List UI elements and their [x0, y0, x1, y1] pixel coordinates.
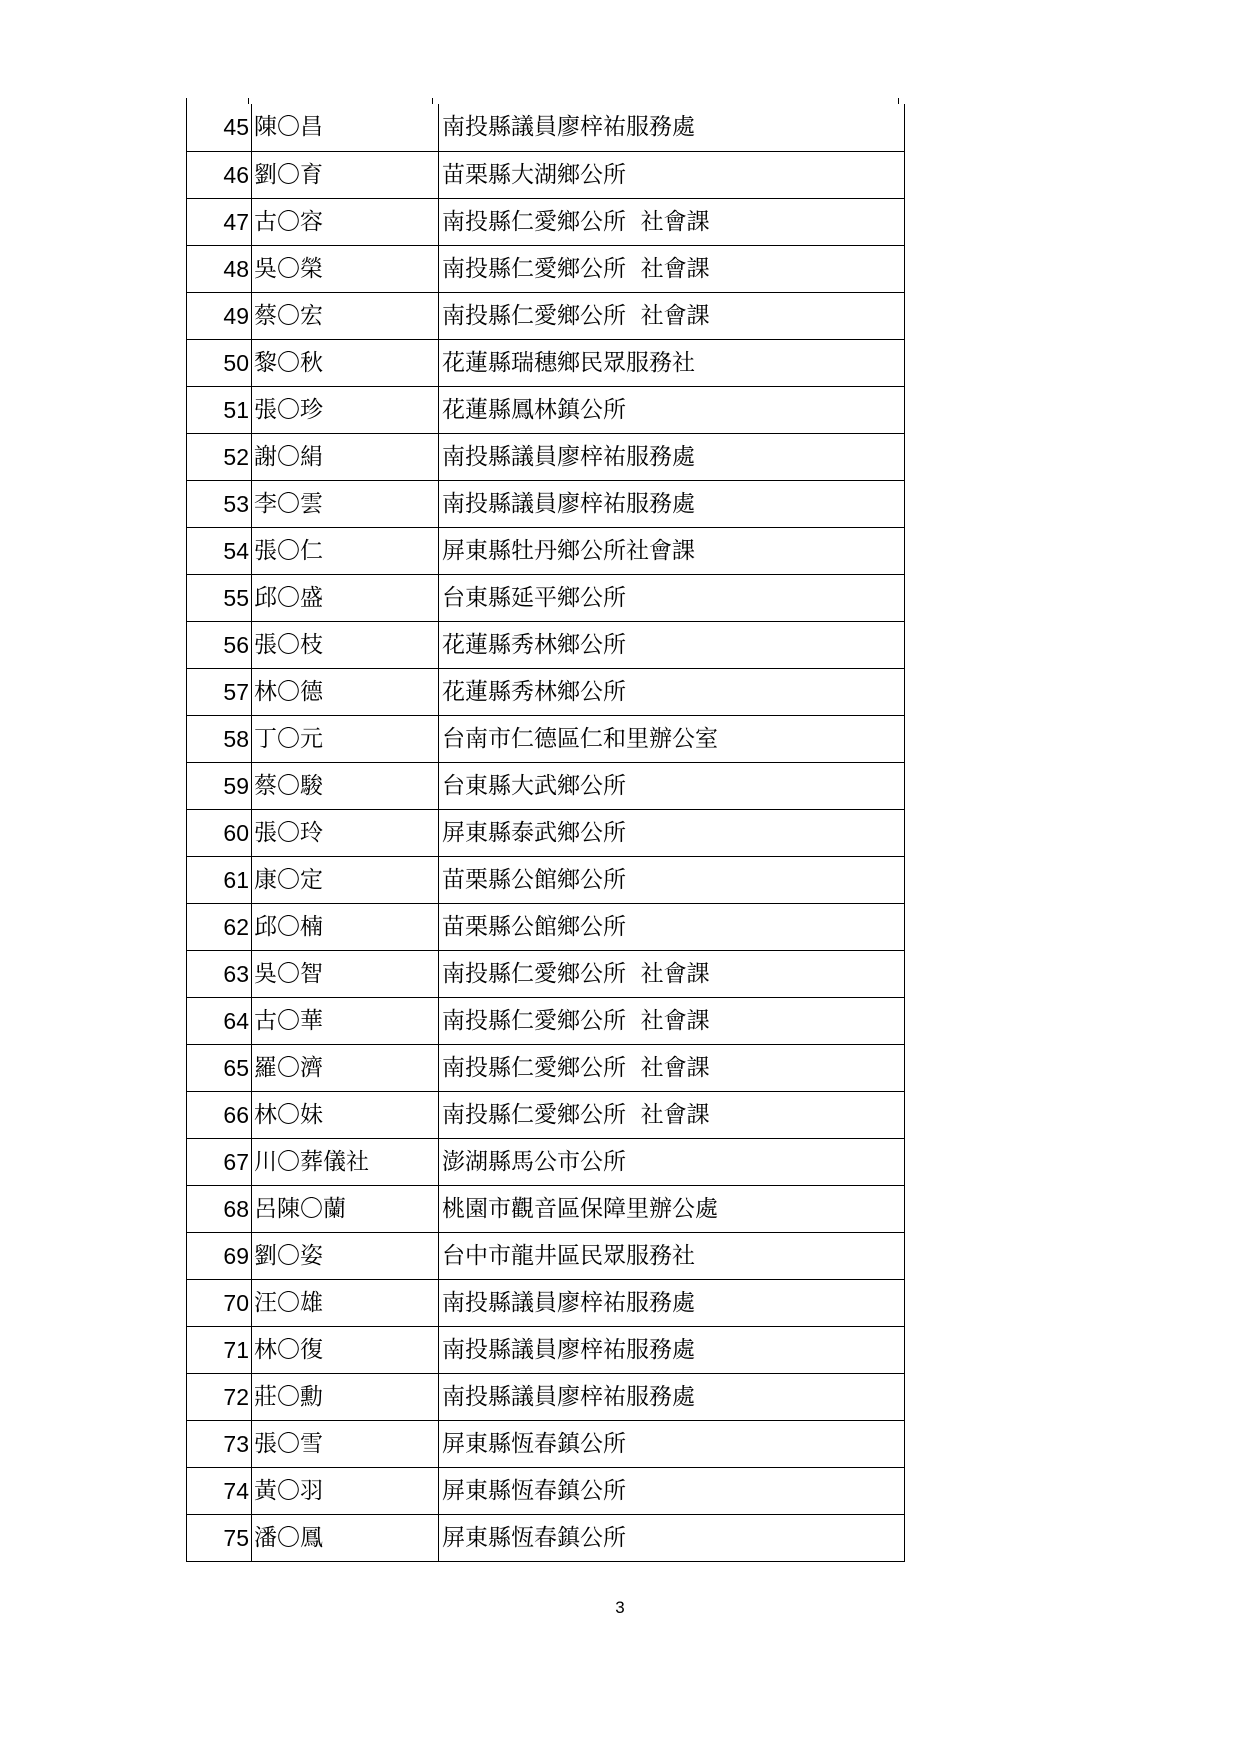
table-row — [187, 856, 905, 903]
recipient-name-cell: 吳〇榮 — [252, 245, 439, 292]
table-row — [187, 386, 905, 433]
recipient-name-cell: 劉〇育 — [252, 151, 439, 198]
recipient-name-cell: 丁〇元 — [252, 715, 439, 762]
organization-cell: 屏東縣恆春鎮公所 — [439, 1514, 905, 1561]
organization-cell: 台中市龍井區民眾服務社 — [439, 1232, 905, 1279]
table-row — [187, 245, 905, 292]
row-number-cell: 51 — [187, 386, 252, 433]
organization-cell: 南投縣仁愛鄉公所 社會課 — [439, 1091, 905, 1138]
organization-cell: 台東縣延平鄉公所 — [439, 574, 905, 621]
table-row — [187, 104, 905, 151]
recipient-name-cell: 川〇葬儀社 — [252, 1138, 439, 1185]
organization-cell: 屏東縣泰武鄉公所 — [439, 809, 905, 856]
recipient-name-cell: 潘〇鳳 — [252, 1514, 439, 1561]
recipient-name-cell: 林〇妹 — [252, 1091, 439, 1138]
row-number-cell: 70 — [187, 1279, 252, 1326]
table-row — [187, 1420, 905, 1467]
organization-cell: 屏東縣牡丹鄉公所社會課 — [439, 527, 905, 574]
table-row — [187, 1232, 905, 1279]
recipient-name-cell: 古〇華 — [252, 997, 439, 1044]
table-continuation-lines — [186, 98, 899, 104]
recipient-name-cell: 蔡〇駿 — [252, 762, 439, 809]
table-continuation-line — [898, 98, 899, 104]
recipient-name-cell: 羅〇濟 — [252, 1044, 439, 1091]
table-row — [187, 950, 905, 997]
recipient-name-cell: 莊〇勳 — [252, 1373, 439, 1420]
table-row — [187, 1514, 905, 1561]
table-row — [187, 621, 905, 668]
recipient-name-cell: 張〇枝 — [252, 621, 439, 668]
table-row — [187, 997, 905, 1044]
table-row — [187, 762, 905, 809]
row-number-cell: 57 — [187, 668, 252, 715]
recipient-name-cell: 吳〇智 — [252, 950, 439, 997]
organization-cell: 花蓮縣鳳林鎮公所 — [439, 386, 905, 433]
row-number-cell: 65 — [187, 1044, 252, 1091]
recipient-name-cell: 李〇雲 — [252, 480, 439, 527]
recipient-name-cell: 謝〇絹 — [252, 433, 439, 480]
recipient-name-cell: 張〇玲 — [252, 809, 439, 856]
organization-cell: 南投縣仁愛鄉公所 社會課 — [439, 997, 905, 1044]
row-number-cell: 49 — [187, 292, 252, 339]
organization-cell: 花蓮縣秀林鄉公所 — [439, 621, 905, 668]
recipient-name-cell: 林〇德 — [252, 668, 439, 715]
table-row — [187, 292, 905, 339]
organization-cell: 南投縣仁愛鄉公所 社會課 — [439, 245, 905, 292]
organization-cell: 南投縣議員廖梓祐服務處 — [439, 1373, 905, 1420]
row-number-cell: 68 — [187, 1185, 252, 1232]
recipient-table — [186, 104, 905, 1562]
recipient-name-cell: 康〇定 — [252, 856, 439, 903]
row-number-cell: 61 — [187, 856, 252, 903]
recipient-table-wrapper — [186, 104, 899, 1562]
row-number-cell: 53 — [187, 480, 252, 527]
table-continuation-line — [186, 98, 187, 104]
organization-cell: 花蓮縣瑞穗鄉民眾服務社 — [439, 339, 905, 386]
row-number-cell: 50 — [187, 339, 252, 386]
table-continuation-line — [432, 98, 433, 104]
row-number-cell: 67 — [187, 1138, 252, 1185]
recipient-name-cell: 汪〇雄 — [252, 1279, 439, 1326]
table-row — [187, 480, 905, 527]
table-row — [187, 903, 905, 950]
recipient-name-cell: 呂陳〇蘭 — [252, 1185, 439, 1232]
recipient-name-cell: 黃〇羽 — [252, 1467, 439, 1514]
row-number-cell: 64 — [187, 997, 252, 1044]
organization-cell: 南投縣仁愛鄉公所 社會課 — [439, 950, 905, 997]
organization-cell: 南投縣仁愛鄉公所 社會課 — [439, 198, 905, 245]
organization-cell: 桃園市觀音區保障里辦公處 — [439, 1185, 905, 1232]
row-number-cell: 46 — [187, 151, 252, 198]
row-number-cell: 72 — [187, 1373, 252, 1420]
table-row — [187, 339, 905, 386]
organization-cell: 南投縣議員廖梓祐服務處 — [439, 104, 905, 151]
organization-cell: 苗栗縣公館鄉公所 — [439, 856, 905, 903]
organization-cell: 花蓮縣秀林鄉公所 — [439, 668, 905, 715]
recipient-name-cell: 張〇雪 — [252, 1420, 439, 1467]
organization-cell: 屏東縣恆春鎮公所 — [439, 1467, 905, 1514]
recipient-name-cell: 邱〇楠 — [252, 903, 439, 950]
row-number-cell: 60 — [187, 809, 252, 856]
organization-cell: 苗栗縣大湖鄉公所 — [439, 151, 905, 198]
row-number-cell: 73 — [187, 1420, 252, 1467]
recipient-name-cell: 蔡〇宏 — [252, 292, 439, 339]
table-row — [187, 1373, 905, 1420]
recipient-name-cell: 張〇珍 — [252, 386, 439, 433]
table-row — [187, 1279, 905, 1326]
table-row — [187, 1091, 905, 1138]
row-number-cell: 71 — [187, 1326, 252, 1373]
table-row — [187, 809, 905, 856]
row-number-cell: 58 — [187, 715, 252, 762]
organization-cell: 苗栗縣公館鄉公所 — [439, 903, 905, 950]
organization-cell: 屏東縣恆春鎮公所 — [439, 1420, 905, 1467]
row-number-cell: 56 — [187, 621, 252, 668]
row-number-cell: 47 — [187, 198, 252, 245]
organization-cell: 南投縣仁愛鄉公所 社會課 — [439, 1044, 905, 1091]
table-row — [187, 668, 905, 715]
organization-cell: 澎湖縣馬公市公所 — [439, 1138, 905, 1185]
table-row — [187, 198, 905, 245]
table-row — [187, 574, 905, 621]
row-number-cell: 69 — [187, 1232, 252, 1279]
organization-cell: 南投縣議員廖梓祐服務處 — [439, 1326, 905, 1373]
table-row — [187, 1138, 905, 1185]
recipient-name-cell: 張〇仁 — [252, 527, 439, 574]
row-number-cell: 52 — [187, 433, 252, 480]
recipient-name-cell: 陳〇昌 — [252, 104, 439, 151]
recipient-name-cell: 林〇復 — [252, 1326, 439, 1373]
row-number-cell: 54 — [187, 527, 252, 574]
recipient-table-body — [187, 104, 905, 1561]
table-row — [187, 1044, 905, 1091]
row-number-cell: 48 — [187, 245, 252, 292]
page-number: 3 — [615, 1598, 625, 1617]
organization-cell: 南投縣議員廖梓祐服務處 — [439, 433, 905, 480]
organization-cell: 南投縣仁愛鄉公所 社會課 — [439, 292, 905, 339]
row-number-cell: 66 — [187, 1091, 252, 1138]
recipient-name-cell: 古〇容 — [252, 198, 439, 245]
row-number-cell: 75 — [187, 1514, 252, 1561]
recipient-name-cell: 邱〇盛 — [252, 574, 439, 621]
row-number-cell: 45 — [187, 104, 252, 151]
recipient-name-cell: 劉〇姿 — [252, 1232, 439, 1279]
table-row — [187, 715, 905, 762]
table-row — [187, 433, 905, 480]
organization-cell: 台南市仁德區仁和里辦公室 — [439, 715, 905, 762]
organization-cell: 台東縣大武鄉公所 — [439, 762, 905, 809]
organization-cell: 南投縣議員廖梓祐服務處 — [439, 1279, 905, 1326]
table-row — [187, 1326, 905, 1373]
row-number-cell: 55 — [187, 574, 252, 621]
row-number-cell: 59 — [187, 762, 252, 809]
organization-cell: 南投縣議員廖梓祐服務處 — [439, 480, 905, 527]
row-number-cell: 74 — [187, 1467, 252, 1514]
row-number-cell: 63 — [187, 950, 252, 997]
table-row — [187, 1185, 905, 1232]
table-continuation-line — [248, 98, 249, 104]
row-number-cell: 62 — [187, 903, 252, 950]
table-row — [187, 527, 905, 574]
table-row — [187, 1467, 905, 1514]
table-row — [187, 151, 905, 198]
recipient-name-cell: 黎〇秋 — [252, 339, 439, 386]
